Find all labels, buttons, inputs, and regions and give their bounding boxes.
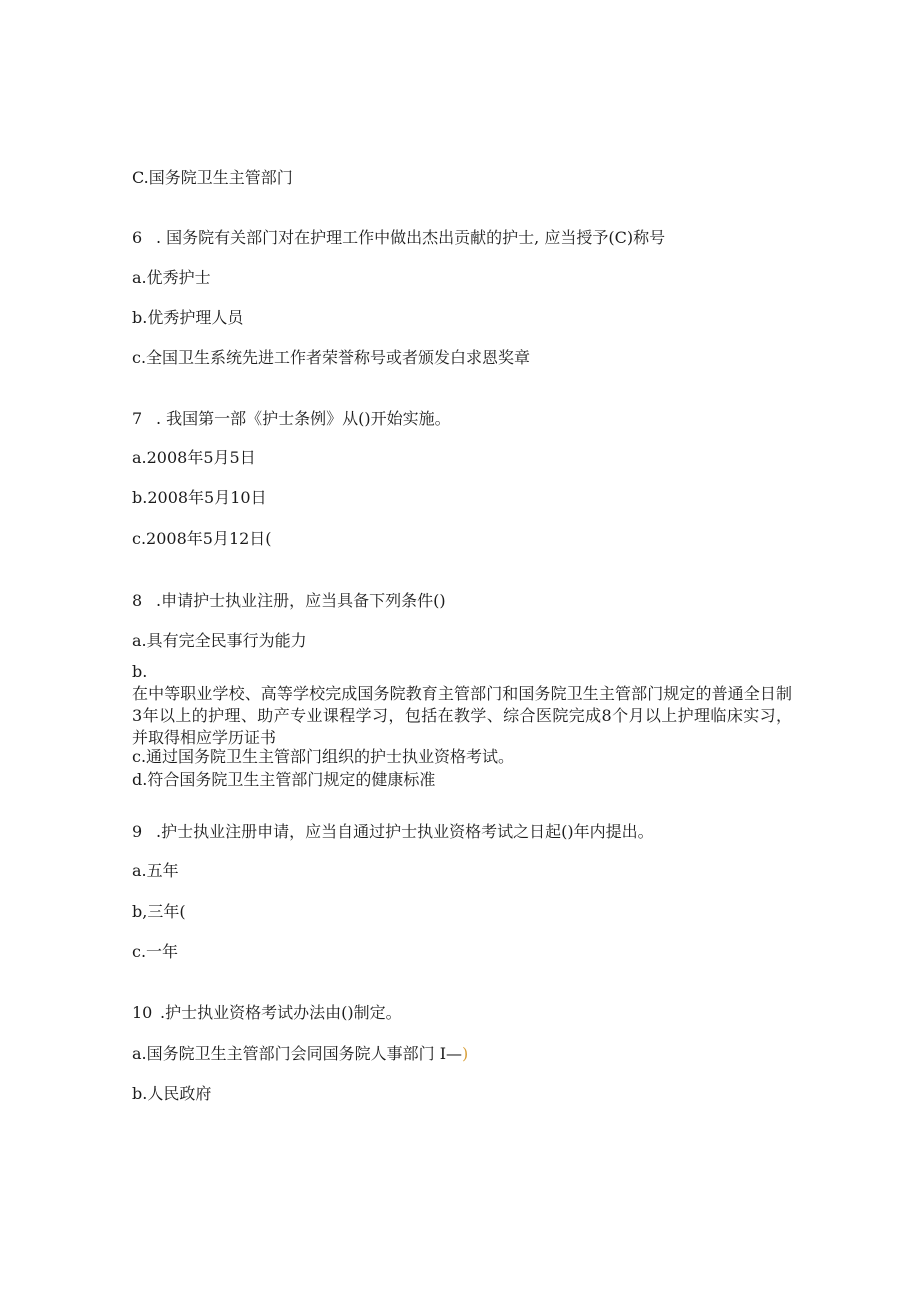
q10-stem <box>132 1002 402 1024</box>
q6-option-b: b.优秀护理人员 <box>132 308 244 327</box>
q6-number: 6 <box>132 228 143 247</box>
q9-number: 9 <box>132 822 143 841</box>
q9-option-a: a.五年 <box>132 861 179 880</box>
q9-stem <box>132 821 654 843</box>
q7-option-a: a.2008年5月5日 <box>132 448 256 467</box>
q6-stem-text: . 国务院有关部门对在护理工作中做出杰出贡献的护士, 应当授予(C)称号 <box>156 228 666 247</box>
q10-number: 10 <box>132 1003 153 1022</box>
q5-option-c: C.国务院卫生主管部门 <box>132 168 293 187</box>
q7-stem <box>132 408 451 430</box>
q10-stem-text: .护士执业资格考试办法由()制定。 <box>160 1003 402 1022</box>
q8-stem-text: .申请护士执业注册，应当具备下列条件() <box>156 591 446 610</box>
q7-option-b: b.2008年5月10日 <box>132 488 267 507</box>
q10-option-a-paren: ) <box>462 1044 469 1063</box>
q7-option-c: c.2008年5月12日( <box>132 529 272 548</box>
q9-stem-text: .护士执业注册申请，应当自通过护士执业资格考试之日起()年内提出。 <box>156 822 654 841</box>
q9-option-b: b,三年( <box>132 902 186 921</box>
q10-option-b: b.人民政府 <box>132 1084 212 1103</box>
q8-option-c: c.通过国务院卫生主管部门组织的护士执业资格考试。 <box>132 747 515 766</box>
q8-number: 8 <box>132 591 143 610</box>
q6-option-c: c.全国卫生系统先进工作者荣誉称号或者颁发白求恩奖章 <box>132 348 531 367</box>
q6-stem <box>132 227 665 249</box>
q8-option-b-text: 在中等职业学校、高等学校完成国务院教育主管部门和国务院卫生主管部门规定的普通全日制3年以上的护理、助产专业课程学习，包括在教学、综合医院完成8个月以上护理临床实习，并取得相应学历证书 <box>132 684 792 747</box>
q8-stem <box>132 590 446 612</box>
q8-option-d: d.符合国务院卫生主管部门规定的健康标准 <box>132 770 436 789</box>
q7-number: 7 <box>132 409 143 428</box>
q7-stem-text: . 我国第一部《护士条例》从()开始实施。 <box>156 409 451 428</box>
q6-option-a: a.优秀护士 <box>132 268 211 287</box>
q8-option-a: a.具有完全民事行为能力 <box>132 631 307 650</box>
q10-option-a-text: a.国务院卫生主管部门会同国务院人事部门 I— <box>132 1044 463 1063</box>
q9-option-c: c.一年 <box>132 942 179 961</box>
q8-option-b-label: b. <box>132 662 148 681</box>
q10-option-a <box>132 1043 468 1065</box>
